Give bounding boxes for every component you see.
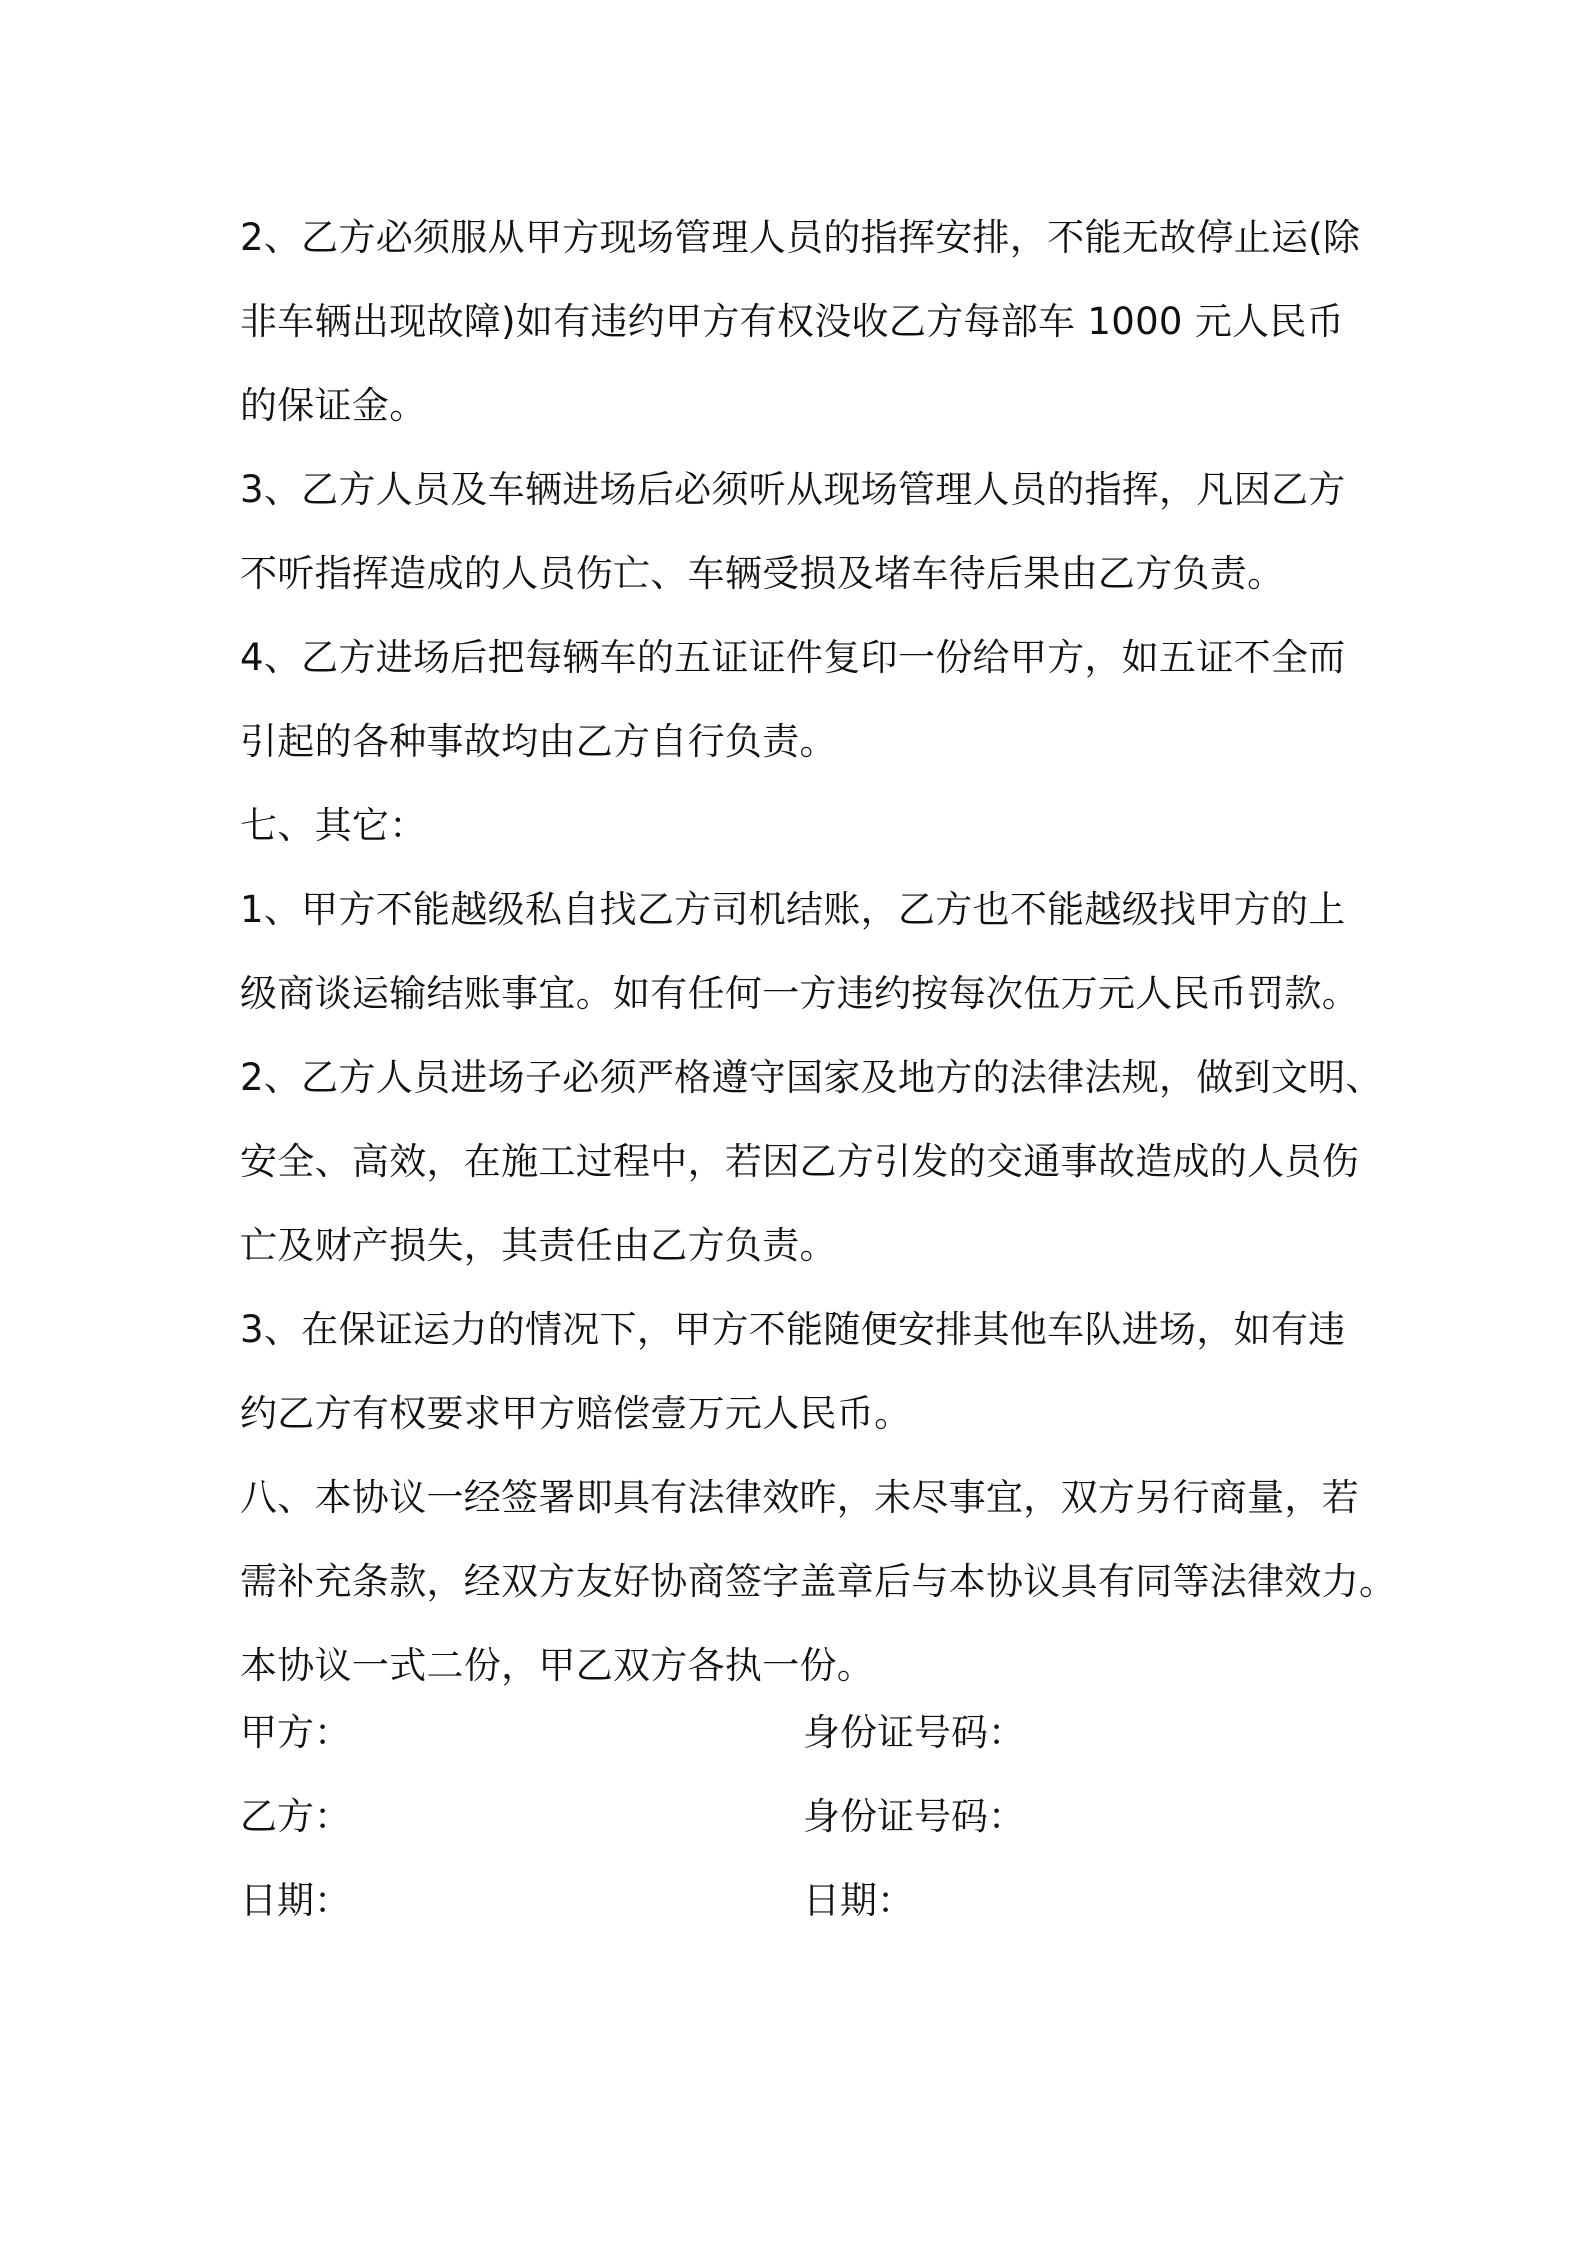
section-8-line-1: 八、本协议一经签署即具有法律效昨，未尽事宜，双方另行商量，若 <box>240 1476 1359 1519</box>
clause-7-1-line-2: 级商谈运输结账事宜。如有任何一方违约按每次伍万元人民币罚款。 <box>240 972 1359 1015</box>
clause-7-2-line-2: 安全、高效，在施工过程中，若因乙方引发的交通事故造成的人员伤 <box>240 1140 1359 1183</box>
clause-7-2-line-3: 亡及财产损失，其责任由乙方负责。 <box>240 1224 837 1267</box>
section-8-line-3: 本协议一式二份，甲乙双方各执一份。 <box>240 1644 875 1687</box>
clause-6-3-line-1: 3、乙方人员及车辆进场后必须听从现场管理人员的指挥，凡因乙方 <box>240 468 1346 511</box>
party-b-id-label: 身份证号码： <box>803 1795 1025 1838</box>
signature-row-party-a <box>240 1691 1390 1775</box>
clause-6-4-line-2: 引起的各种事故均由乙方自行负责。 <box>240 720 837 763</box>
party-b-label: 乙方： <box>240 1795 351 1838</box>
signature-row-party-b <box>240 1775 1390 1859</box>
party-a-label: 甲方： <box>240 1711 351 1754</box>
section-7-heading: 七、其它： <box>240 804 427 847</box>
clause-7-1-line-1: 1、甲方不能越级私自找乙方司机结账，乙方也不能越级找甲方的上 <box>240 888 1346 931</box>
clause-6-3-line-2: 不听指挥造成的人员伤亡、车辆受损及堵车待后果由乙方负责。 <box>240 552 1285 595</box>
clause-7-2-line-1: 2、乙方人员进场子必须严格遵守国家及地方的法律法规，做到文明、 <box>240 1056 1383 1099</box>
clause-7-3-line-2: 约乙方有权要求甲方赔偿壹万元人民币。 <box>240 1392 912 1435</box>
clause-6-2-line-2: 非车辆出现故障)如有违约甲方有权没收乙方每部车 1000 元人民币 <box>240 300 1345 343</box>
signature-row-dates <box>240 1859 1390 1943</box>
contract-body <box>240 196 1397 1708</box>
section-8-line-2: 需补充条款，经双方友好协商签字盖章后与本协议具有同等法律效力。 <box>240 1560 1397 1603</box>
clause-7-3-line-1: 3、在保证运力的情况下，甲方不能随便安排其他车队进场，如有违 <box>240 1308 1346 1351</box>
clause-6-2-line-3: 的保证金。 <box>240 384 427 427</box>
party-a-id-label: 身份证号码： <box>803 1711 1025 1754</box>
date-right-label: 日期： <box>803 1879 914 1922</box>
clause-6-4-line-1: 4、乙方进场后把每辆车的五证证件复印一份给甲方，如五证不全而 <box>240 636 1346 679</box>
clause-6-2-line-1: 2、乙方必须服从甲方现场管理人员的指挥安排，不能无故停止运(除 <box>240 216 1361 259</box>
date-left-label: 日期： <box>240 1879 351 1922</box>
signature-block <box>240 1691 1390 1943</box>
